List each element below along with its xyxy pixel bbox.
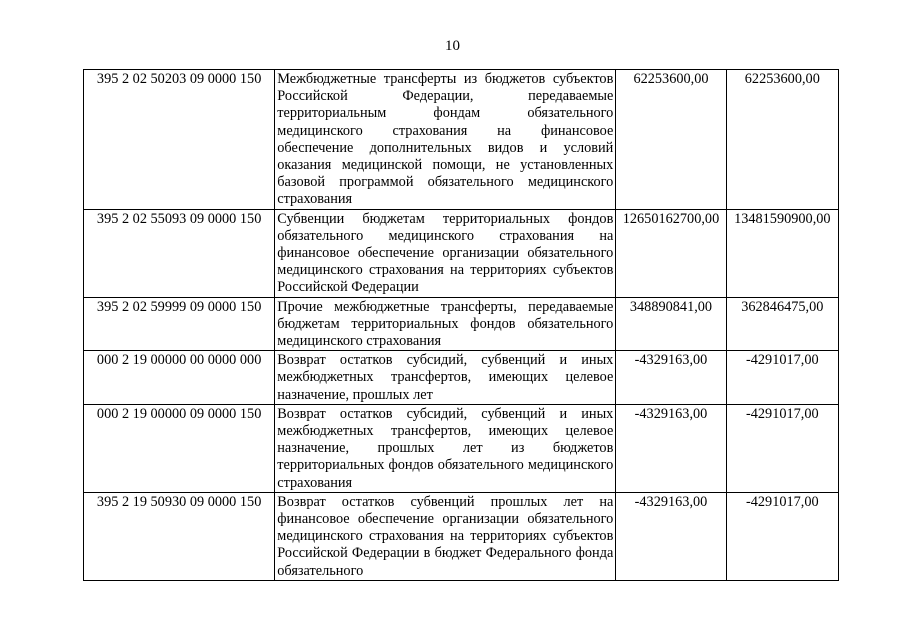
value-cell-year-2: -4291017,00 xyxy=(726,404,838,492)
page-number: 10 xyxy=(445,38,460,54)
description-cell: Субвенции бюджетам территориальных фондов обязательного медицинского страхования на финансовое обеспечение организации обязательного медицинского страхования на территориях субъектов Российской Федерации xyxy=(275,209,616,297)
budget-code-cell: 395 2 19 50930 09 0000 150 xyxy=(84,492,275,580)
value-cell-year-2: 62253600,00 xyxy=(726,70,838,210)
value-cell-year-1: 12650162700,00 xyxy=(616,209,726,297)
description-cell: Возврат остатков субсидий, субвенций и иных межбюджетных трансфертов, имеющих целевое назначение, прошлых лет из бюджетов территориальных фондов обязательного медицинского страхования xyxy=(275,404,616,492)
value-cell-year-2: 13481590900,00 xyxy=(726,209,838,297)
description-cell: Межбюджетные трансферты из бюджетов субъектов Российской Федерации, передаваемые территориальным фондам обязательного медицинского страхования на финансовое обеспечение дополнительных видов и условий оказания медицинской помощи, не установленных базовой программой обязательного медицинского страхования xyxy=(275,70,616,210)
value-cell-year-2: -4291017,00 xyxy=(726,351,838,405)
table-row xyxy=(84,209,839,297)
value-cell-year-1: -4329163,00 xyxy=(616,404,726,492)
table-row xyxy=(84,492,839,580)
value-cell-year-1: 62253600,00 xyxy=(616,70,726,210)
table-row xyxy=(84,297,839,351)
description-cell: Возврат остатков субвенций прошлых лет на финансовое обеспечение организации обязательного медицинского страхования на территориях субъектов Российской Федерации в бюджет Федерального фонда обязательного xyxy=(275,492,616,580)
value-cell-year-1: -4329163,00 xyxy=(616,351,726,405)
budget-code-cell: 000 2 19 00000 09 0000 150 xyxy=(84,404,275,492)
budget-table xyxy=(83,69,839,581)
table-row xyxy=(84,70,839,210)
budget-code-cell: 000 2 19 00000 00 0000 000 xyxy=(84,351,275,405)
value-cell-year-1: -4329163,00 xyxy=(616,492,726,580)
description-cell: Возврат остатков субсидий, субвенций и иных межбюджетных трансфертов, имеющих целевое назначение, прошлых лет xyxy=(275,351,616,405)
budget-code-cell: 395 2 02 55093 09 0000 150 xyxy=(84,209,275,297)
budget-code-cell: 395 2 02 50203 09 0000 150 xyxy=(84,70,275,210)
value-cell-year-1: 348890841,00 xyxy=(616,297,726,351)
value-cell-year-2: -4291017,00 xyxy=(726,492,838,580)
budget-code-cell: 395 2 02 59999 09 0000 150 xyxy=(84,297,275,351)
value-cell-year-2: 362846475,00 xyxy=(726,297,838,351)
description-cell: Прочие межбюджетные трансферты, передаваемые бюджетам территориальных фондов обязательного медицинского страхования xyxy=(275,297,616,351)
table-row xyxy=(84,404,839,492)
table-row xyxy=(84,351,839,405)
